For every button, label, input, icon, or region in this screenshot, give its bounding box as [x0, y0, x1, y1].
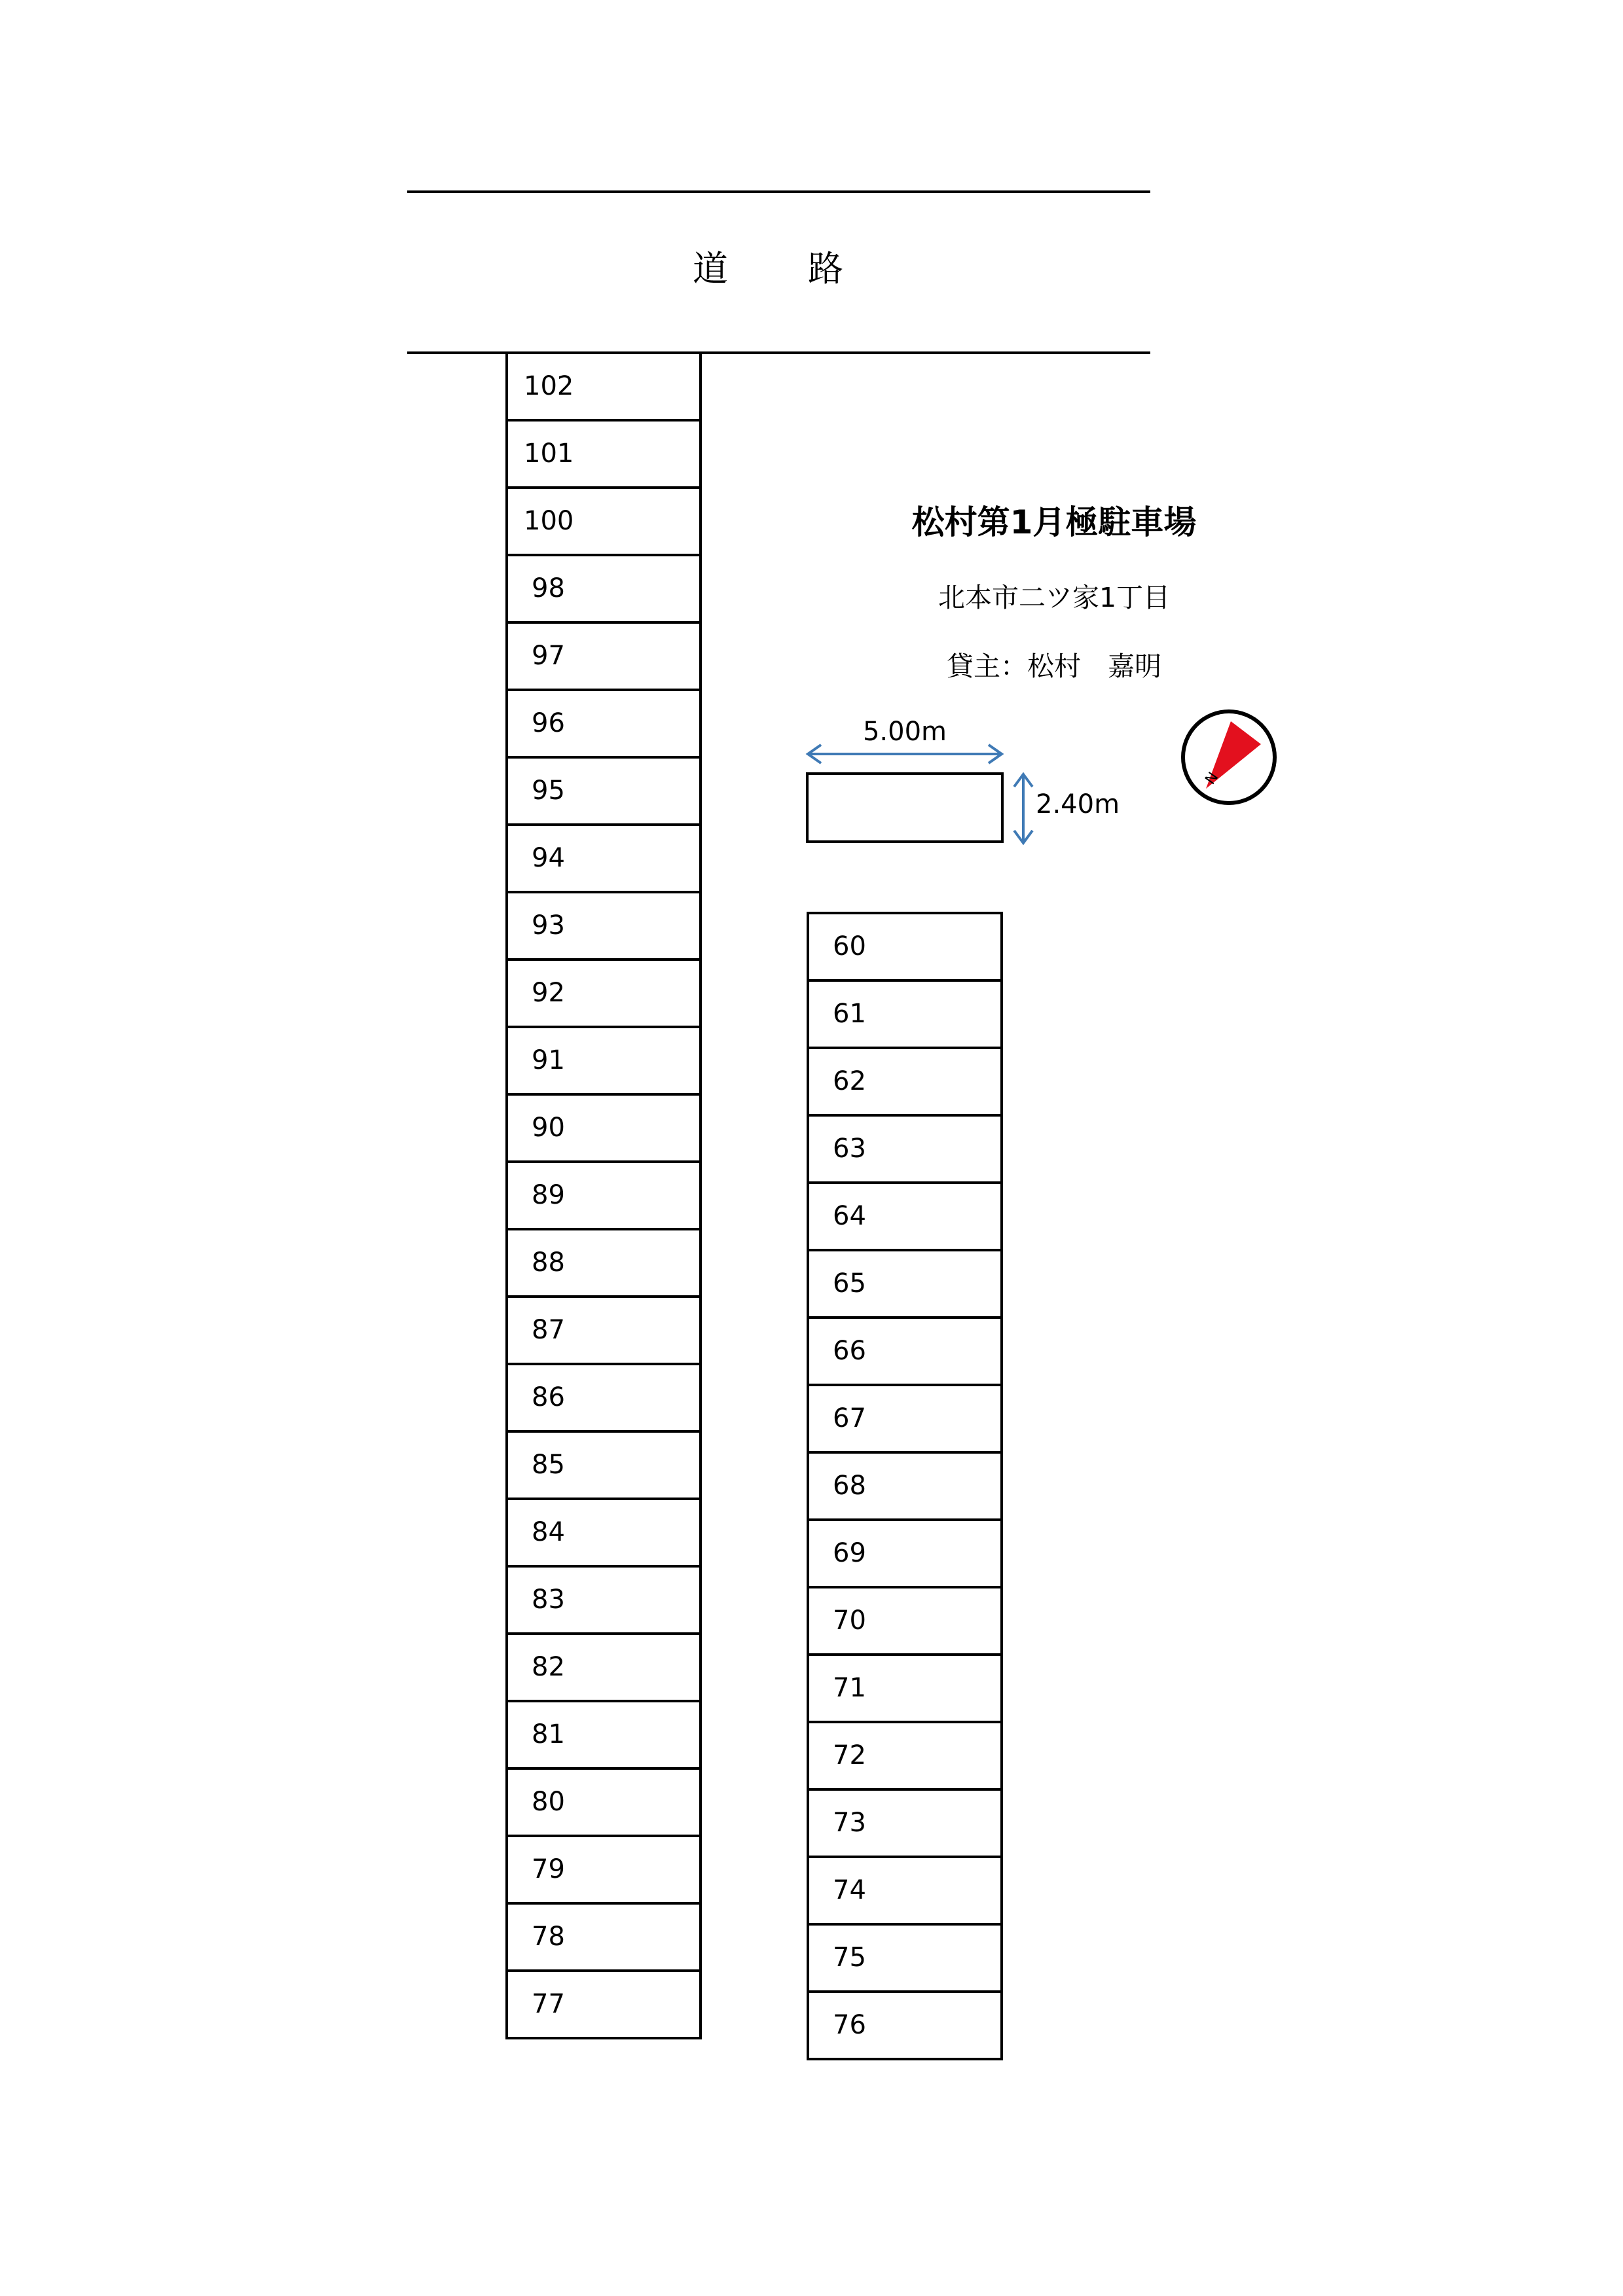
stall-number: 80 [532, 1787, 565, 1817]
stall-number: 60 [833, 931, 866, 961]
stall-number: 61 [833, 999, 866, 1029]
stall-number: 73 [833, 1808, 866, 1838]
stall-number: 93 [532, 910, 565, 941]
stall-number: 78 [532, 1922, 565, 1952]
stall-number: 88 [532, 1247, 565, 1278]
stall-number: 70 [833, 1605, 866, 1636]
stall-number: 90 [532, 1113, 565, 1143]
stall-number: 64 [833, 1201, 866, 1231]
north-compass-icon [1180, 708, 1278, 806]
lot-address: 北本市二ツ家1丁目 [938, 582, 1171, 613]
width-dimension-arrow [808, 745, 1002, 763]
depth-dimension-arrow [1014, 774, 1032, 843]
stall-number: 75 [833, 1943, 866, 1973]
stall-number: 83 [532, 1585, 565, 1615]
stall-number: 94 [532, 843, 565, 873]
stall-number: 96 [532, 708, 565, 738]
stall-number: 65 [833, 1268, 866, 1299]
stall-number: 76 [833, 2010, 866, 2040]
stall-number: 79 [532, 1854, 565, 1884]
stall-number: 82 [532, 1652, 565, 1682]
stall-number: 66 [833, 1336, 866, 1366]
stall-number: 62 [833, 1066, 866, 1096]
stall-number: 67 [833, 1403, 866, 1433]
stall-number: 74 [833, 1875, 866, 1905]
stall-number: 87 [532, 1315, 565, 1345]
lot-owner: 貸主：松村 嘉明 [947, 651, 1161, 682]
stall-number: 91 [532, 1045, 565, 1075]
stall-number: 101 [524, 439, 574, 469]
stall-number: 97 [532, 641, 565, 671]
stall-number: 98 [532, 573, 565, 603]
stall-number: 95 [532, 776, 565, 806]
lot-title: 松村第1月極駐車場 [911, 503, 1197, 541]
stall-number: 71 [833, 1673, 866, 1703]
stall-number: 84 [532, 1517, 565, 1547]
stall-number: 92 [532, 978, 565, 1008]
width-dimension-label: 5.00m [862, 717, 947, 747]
stall-number: 102 [524, 371, 574, 401]
compass-north-label: N [1202, 769, 1222, 788]
stall-number: 68 [833, 1471, 866, 1501]
road-label: 道 路 [693, 248, 866, 289]
stall-number: 81 [532, 1719, 565, 1749]
stall-number: 63 [833, 1134, 866, 1164]
stall-number: 69 [833, 1538, 866, 1568]
stall-number: 86 [532, 1382, 565, 1412]
stall-number: 85 [532, 1450, 565, 1480]
stall-number: 100 [524, 506, 574, 536]
stall-number: 89 [532, 1180, 565, 1210]
depth-dimension-label: 2.40m [1036, 789, 1120, 819]
stall-number: 72 [833, 1740, 866, 1770]
stall-number: 77 [532, 1989, 565, 2019]
